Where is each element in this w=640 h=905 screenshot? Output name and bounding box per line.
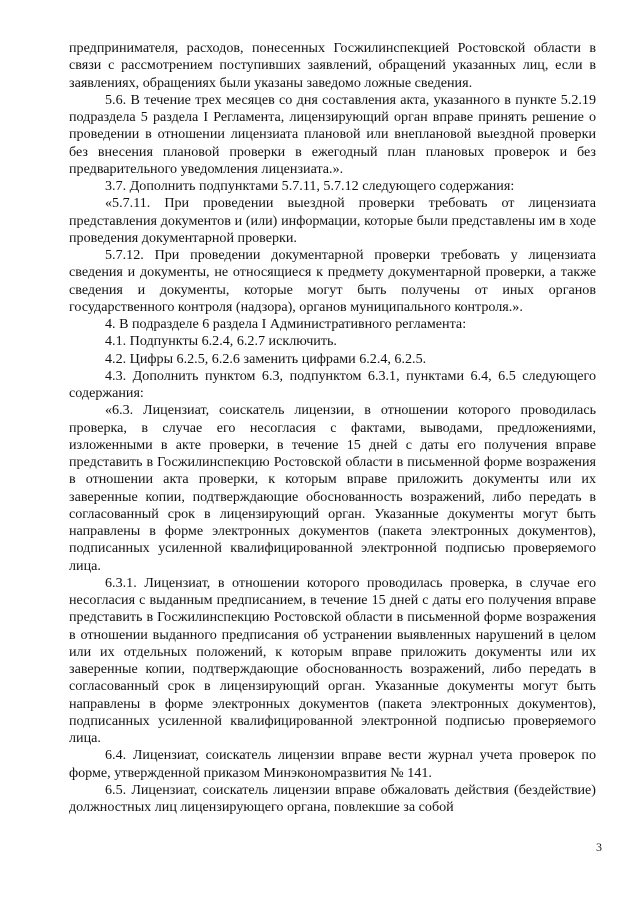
paragraph: 6.3.1. Лицензиат, в отношении которого проводилась проверка, в случае его несогласия с выданным предписанием, в течение 15 дней с даты его получения вправе представить в Госжилинспекцию Ростовской области в письменной форме возражения в отношении выданного предписания об устранении выявленных нарушений в целом или их отдельных положений, к которым вправе приложить документы или их заверенные копии, подтверждающие обоснованность возражений, либо передать в согласованный срок в лицензирующий орган. Указанные документы могут быть направлены в форме электронных документов (пакета электронных документов), подписанных усиленной квалифицированной электронной подписью проверяемого лица. <box>69 574 596 746</box>
paragraph: «5.7.11. При проведении выездной проверки требовать от лицензиата представления документов и (или) информации, которые были представлены им в ходе проведения документарной проверки. <box>69 195 596 246</box>
paragraph: 5.6. В течение трех месяцев со дня составления акта, указанного в пункте 5.2.19 подраздела 5 раздела I Регламента, лицензирующий орган вправе принять решение о проведении в отношении лицензиата плановой или внеплановой выездной проверки без внесения плановой проверки в ежегодный план плановых проверок и без предварительного уведомления лицензиата.». <box>69 91 596 177</box>
paragraph: 6.4. Лицензиат, соискатель лицензии вправе вести журнал учета проверок по форме, утвержденной приказом Минэкономразвития № 141. <box>69 747 596 781</box>
paragraph: 4.2. Цифры 6.2.5, 6.2.6 заменить цифрами 6.2.4, 6.2.5. <box>105 350 427 367</box>
paragraph: 4.1. Подпункты 6.2.4, 6.2.7 исключить. <box>105 333 337 350</box>
page-number: 3 <box>596 840 602 854</box>
paragraph: 3.7. Дополнить подпунктами 5.7.11, 5.7.12 следующего содержания: <box>105 178 515 194</box>
document-body <box>69 40 596 816</box>
paragraph: 5.7.12. При проведении документарной проверки требовать у лицензиата сведения и документы, не относящиеся к предмету документарной проверки, а также сведения и документы, которые могут быть получены от иных органов государственного контроля (надзора), органов муниципального контроля.». <box>69 247 596 315</box>
paragraph: «6.3. Лицензиат, соискатель лицензии, в отношении которого проводилась проверка, в случае его несогласия с фактами, выводами, предложениями, изложенными в акте проверки, в течение 15 дней с даты его получения вправе представить в Госжилинспекцию Ростовской области в письменной форме возражения в отношении акта проверки, к которым вправе приложить документы или их заверенные копии, подтверждающие обоснованность возражений, либо передать в согласованный срок в лицензирующий орган. Указанные документы могут быть направлены в форме электронных документов (пакета электронных документов), подписанных усиленной квалифицированной электронной подписью проверяемого лица. <box>69 402 596 574</box>
paragraph: предпринимателя, расходов, понесенных Госжилинспекцией Ростовской области в связи с рассмотрением поступивших заявлений, обращений указанных лиц, если в заявлениях, обращениях были указаны заведомо ложные сведения. <box>69 40 596 91</box>
paragraph: 6.5. Лицензиат, соискатель лицензии вправе обжаловать действия (бездействие) должностных лиц лицензирующего органа, повлекшие за собой <box>69 781 596 815</box>
paragraph: 4. В подразделе 6 раздела I Административного регламента: <box>105 316 467 332</box>
paragraph: 4.3. Дополнить пунктом 6.3, подпунктом 6.3.1, пунктами 6.4, 6.5 следующего содержания: <box>69 367 596 401</box>
